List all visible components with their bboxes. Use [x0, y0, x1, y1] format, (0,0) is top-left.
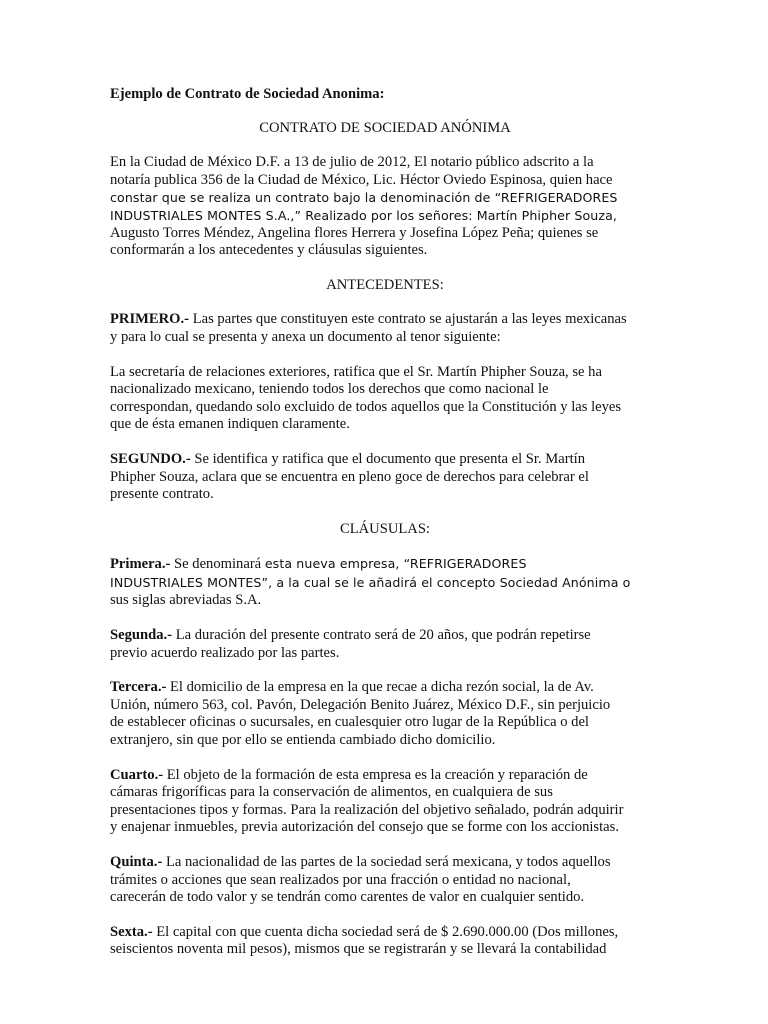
primera-text: a la cual se le añadirá el concepto Sociedad Anónima o	[276, 574, 631, 590]
secretaria-line: que de ésta emanen indiquen claramente.	[110, 416, 350, 433]
segundo-line: Phipher Souza, aclara que se encuentra en pleno goce de derechos para celebrar el	[110, 468, 589, 485]
quinta-text: La nacionalidad de las partes de la sociedad será mexicana, y todos aquellos	[162, 854, 611, 870]
sexta-label: Sexta.-	[110, 923, 153, 940]
cuarto-line: presentaciones tipos y formas. Para la realización del objetivo señalado, podrán adquirir	[110, 801, 624, 818]
primera-label: Primera.-	[110, 556, 171, 573]
tercera-label: Tercera.-	[110, 679, 167, 696]
cuarto-clause	[110, 767, 660, 837]
intro-line: constar que se realiza un contrato bajo la denominación de “REFRIGERADORES	[110, 190, 618, 206]
contract-heading: CONTRATO DE SOCIEDAD ANÓNIMA	[259, 119, 511, 136]
tercera-text: El domicilio de la empresa en la que recae a dicha rezón social, la de Av.	[166, 679, 594, 696]
segundo-text: Se identifica y ratifica que el documento que presenta el Sr. Martín	[190, 450, 585, 467]
segunda-line: previo acuerdo realizado por las partes.	[110, 644, 340, 661]
intro-line: En la Ciudad de México D.F. a 13 de julio de 2012, El notario público adscrito a la	[110, 154, 594, 171]
sexta-line: seiscientos noventa mil pesos), mismos que se registrarán y se llevará la contabilidad	[110, 941, 607, 958]
primera-text: esta nueva empresa, “REFRIGERADORES	[264, 556, 527, 572]
primero-line: y para lo cual se presenta y anexa un documento al tenor siguiente:	[110, 328, 501, 345]
segunda-label: Segunda.-	[110, 627, 173, 644]
secretaria-line: nacionalizado mexicano, teniendo todos los derechos que como nacional le	[110, 381, 549, 398]
segundo-paragraph	[110, 451, 660, 504]
primero-label: PRIMERO.-	[110, 311, 190, 328]
intro-line: conformarán a los antecedentes y cláusulas siguientes.	[110, 242, 428, 259]
primera-clause	[110, 555, 660, 610]
primero-paragraph	[110, 311, 660, 346]
cuarto-line: y enajenar inmuebles, previa autorización del consejo que se forme con los accionistas.	[110, 819, 619, 836]
sexta-text: El capital con que cuenta dicha sociedad será de $ 2.690.000.00 (Dos millones,	[152, 923, 619, 940]
quinta-clause	[110, 854, 660, 907]
intro-line: INDUSTRIALES MONTES S.A.,” Realizado por los señores: Martín Phipher Souza,	[110, 207, 618, 223]
document-title: Ejemplo de Contrato de Sociedad Anonima:	[110, 86, 385, 102]
secretaria-line: La secretaría de relaciones exteriores, ratifica que el Sr. Martín Phipher Souza, se ha	[110, 363, 602, 380]
cuarto-text: El objeto de la formación de esta empresa es la creación y reparación de	[163, 766, 588, 783]
quinta-line: carecerán de todo valor y se tendrán como carentes de valor en cualquier sentido.	[110, 889, 585, 906]
intro-line: notaría publica 356 de la Ciudad de México, Lic. Héctor Oviedo Espinosa, quien hace	[110, 171, 613, 188]
primera-text: INDUSTRIALES MONTES”,	[110, 574, 277, 590]
tercera-line: de establecer oficinas o sucursales, en cualesquier otro lugar de la República o del	[110, 714, 589, 731]
quinta-line: trámites o acciones que sean realizados por una fracción o entidad no nacional,	[110, 871, 571, 888]
primero-text: Las partes que constituyen este contrato se ajustarán a las leyes mexicanas	[189, 311, 627, 328]
cuarto-line: cámaras frigoríficas para la conservación de alimentos, en cualquiera de sus	[110, 784, 553, 801]
cuarto-label: Cuarto.-	[110, 766, 164, 783]
clausulas-heading: CLÁUSULAS:	[339, 520, 430, 537]
tercera-clause	[110, 679, 660, 749]
intro-line: Augusto Torres Méndez, Angelina flores Herrera y Josefina López Peña; quienes se	[110, 224, 599, 241]
secretaria-line: correspondan, quedando solo excluido de todos aquellos que la Constitución y las leyes	[110, 398, 622, 415]
primera-text: Se denominará	[170, 556, 265, 573]
segundo-label: SEGUNDO.-	[110, 450, 191, 467]
tercera-line: extranjero, sin que por ello se entienda cambiado dicho domicilio.	[110, 732, 496, 749]
tercera-line: Unión, número 563, col. Pavón, Delegación Benito Juárez, México D.F., sin perjuicio	[110, 696, 611, 713]
quinta-label: Quinta.-	[110, 854, 163, 870]
antecedentes-heading: ANTECEDENTES:	[326, 276, 444, 293]
segunda-clause	[110, 627, 660, 662]
sexta-clause	[110, 924, 660, 959]
segundo-line: presente contrato.	[110, 486, 214, 503]
segunda-text: La duración del presente contrato será de 20 años, que podrán repetirse	[172, 627, 591, 644]
intro-paragraph	[110, 154, 660, 260]
secretaria-paragraph	[110, 364, 660, 434]
primera-line: sus siglas abreviadas S.A.	[110, 592, 262, 609]
